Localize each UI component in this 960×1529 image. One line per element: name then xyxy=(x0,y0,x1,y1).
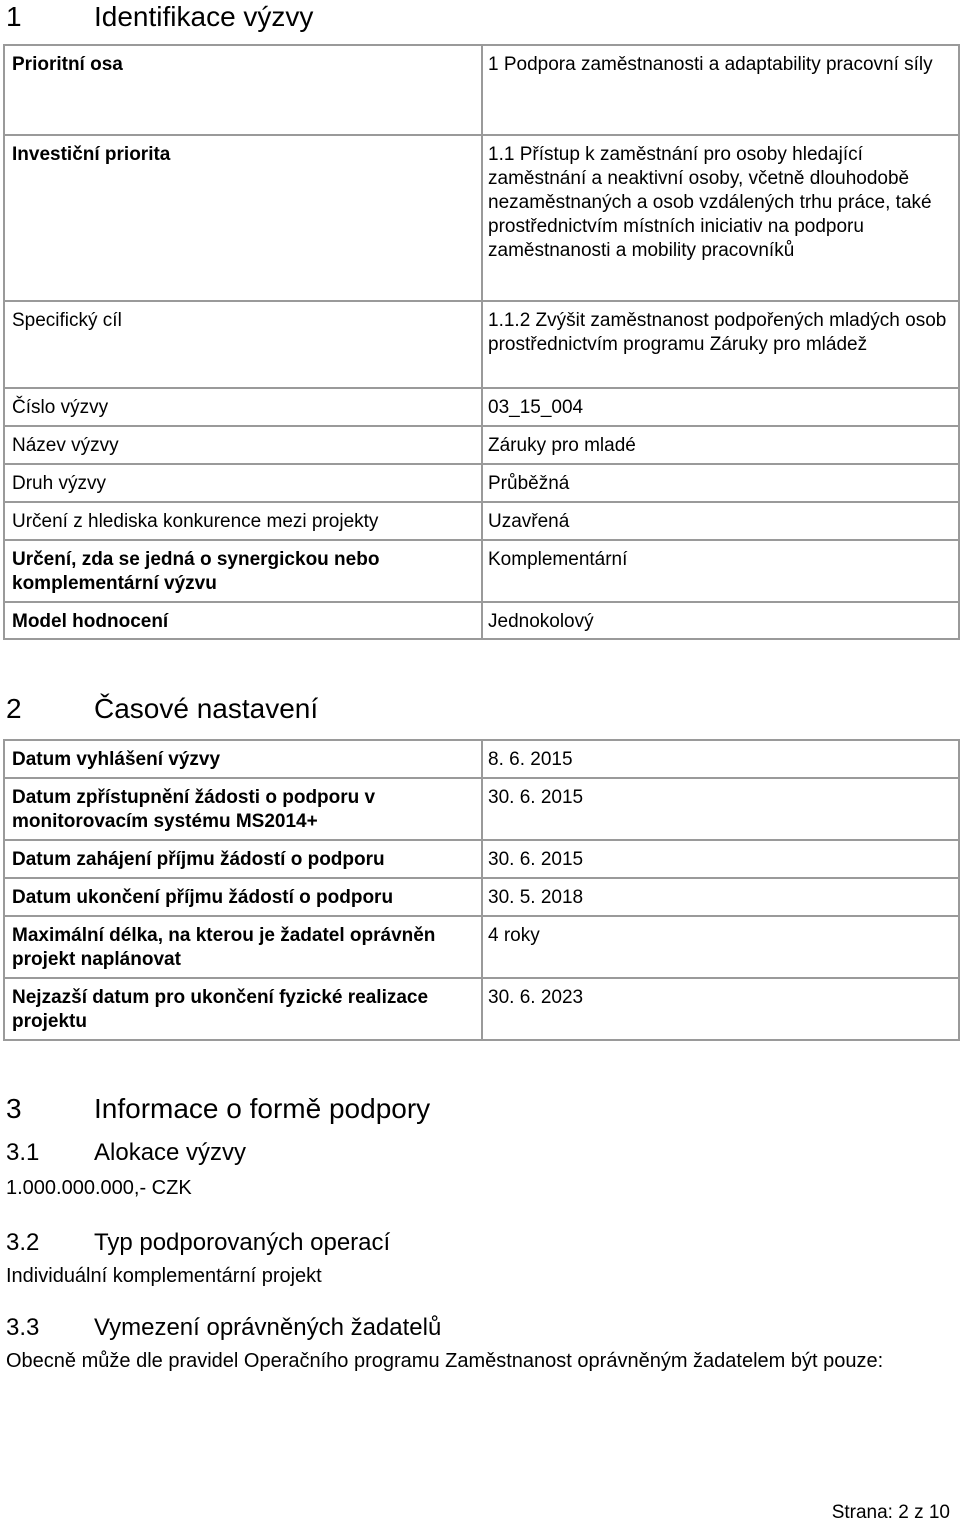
section-number: 3 xyxy=(6,1093,22,1124)
row-label: Datum zpřístupnění žádosti o podporu v monitorovacím systému MS2014+ xyxy=(4,778,482,840)
subsection-number: 3.2 xyxy=(6,1229,40,1256)
table-row xyxy=(4,301,959,388)
table-row xyxy=(4,602,959,639)
row-value: Jednokolový xyxy=(482,602,959,639)
subsection-number: 3.1 xyxy=(6,1139,40,1166)
subsection-3-3-heading xyxy=(6,1314,441,1342)
row-value: 4 roky xyxy=(482,916,959,978)
section-3-heading xyxy=(6,1092,430,1126)
row-label: Datum ukončení příjmu žádostí o podporu xyxy=(4,878,482,916)
section-number: 1 xyxy=(6,1,22,32)
row-value: Záruky pro mladé xyxy=(482,426,959,464)
table-row xyxy=(4,778,959,840)
row-value: 1.1.2 Zvýšit zaměstnanost podpořených mladých osob prostřednictvím programu Záruky pro mládež xyxy=(482,301,959,388)
row-value: 8. 6. 2015 xyxy=(482,740,959,778)
row-label: Číslo výzvy xyxy=(4,388,482,426)
subsection-number: 3.3 xyxy=(6,1314,40,1341)
table-row xyxy=(4,916,959,978)
row-value: 30. 6. 2015 xyxy=(482,778,959,840)
row-label: Prioritní osa xyxy=(4,45,482,135)
row-label: Nejzazší datum pro ukončení fyzické realizace projektu xyxy=(4,978,482,1040)
row-label: Název výzvy xyxy=(4,426,482,464)
section-number: 2 xyxy=(6,693,22,724)
table-row xyxy=(4,502,959,540)
subsection-3-1-heading xyxy=(6,1139,246,1167)
section-1-heading xyxy=(6,0,313,34)
row-label: Datum zahájení příjmu žádostí o podporu xyxy=(4,840,482,878)
table-row xyxy=(4,135,959,301)
subsection-title: Typ podporovaných operací xyxy=(94,1229,391,1256)
row-value: 30. 6. 2015 xyxy=(482,840,959,878)
table-row xyxy=(4,464,959,502)
section-2-heading xyxy=(6,692,318,726)
table-row xyxy=(4,388,959,426)
table-row xyxy=(4,878,959,916)
row-value: 1 Podpora zaměstnanosti a adaptability pracovní síly xyxy=(482,45,959,135)
row-value: Průběžná xyxy=(482,464,959,502)
row-value: Komplementární xyxy=(482,540,959,602)
row-value: 03_15_004 xyxy=(482,388,959,426)
row-value: Uzavřená xyxy=(482,502,959,540)
identification-table xyxy=(3,44,960,640)
row-value: 30. 6. 2023 xyxy=(482,978,959,1040)
subsection-title: Vymezení oprávněných žadatelů xyxy=(94,1314,442,1341)
table-row xyxy=(4,45,959,135)
page-number: Strana: 2 z 10 xyxy=(831,1502,950,1523)
row-label: Model hodnocení xyxy=(4,602,482,639)
table-row xyxy=(4,978,959,1040)
table-row xyxy=(4,840,959,878)
row-label: Druh výzvy xyxy=(4,464,482,502)
row-label: Investiční priorita xyxy=(4,135,482,301)
row-label: Datum vyhlášení výzvy xyxy=(4,740,482,778)
timing-table xyxy=(3,739,960,1041)
section-title: Časové nastavení xyxy=(94,693,319,724)
row-label: Určení, zda se jedná o synergickou nebo komplementární výzvu xyxy=(4,540,482,602)
allocation-text: 1.000.000.000,- CZK xyxy=(6,1177,192,1199)
subsection-title: Alokace výzvy xyxy=(94,1139,247,1166)
row-label: Maximální délka, na kterou je žadatel oprávněn projekt naplánovat xyxy=(4,916,482,978)
row-value: 30. 5. 2018 xyxy=(482,878,959,916)
row-value: 1.1 Přístup k zaměstnání pro osoby hledající zaměstnání a neaktivní osoby, včetně dlouhodobě nezaměstnaných a osob vzdálených trhu práce, také prostřednictvím místních iniciativ na podporu zaměstnanosti a mobility pracovníků xyxy=(482,135,959,301)
table-row xyxy=(4,426,959,464)
section-title: Informace o formě podpory xyxy=(94,1093,431,1124)
row-label: Specifický cíl xyxy=(4,301,482,388)
row-label: Určení z hlediska konkurence mezi projekty xyxy=(4,502,482,540)
subsection-3-2-heading xyxy=(6,1229,390,1257)
operation-type-text: Individuální komplementární projekt xyxy=(6,1265,322,1287)
section-title: Identifikace výzvy xyxy=(94,1,314,32)
table-row xyxy=(4,540,959,602)
table-row xyxy=(4,740,959,778)
eligible-applicants-text: Obecně může dle pravidel Operačního programu Zaměstnanost oprávněným žadatelem být pouze: xyxy=(6,1350,884,1372)
